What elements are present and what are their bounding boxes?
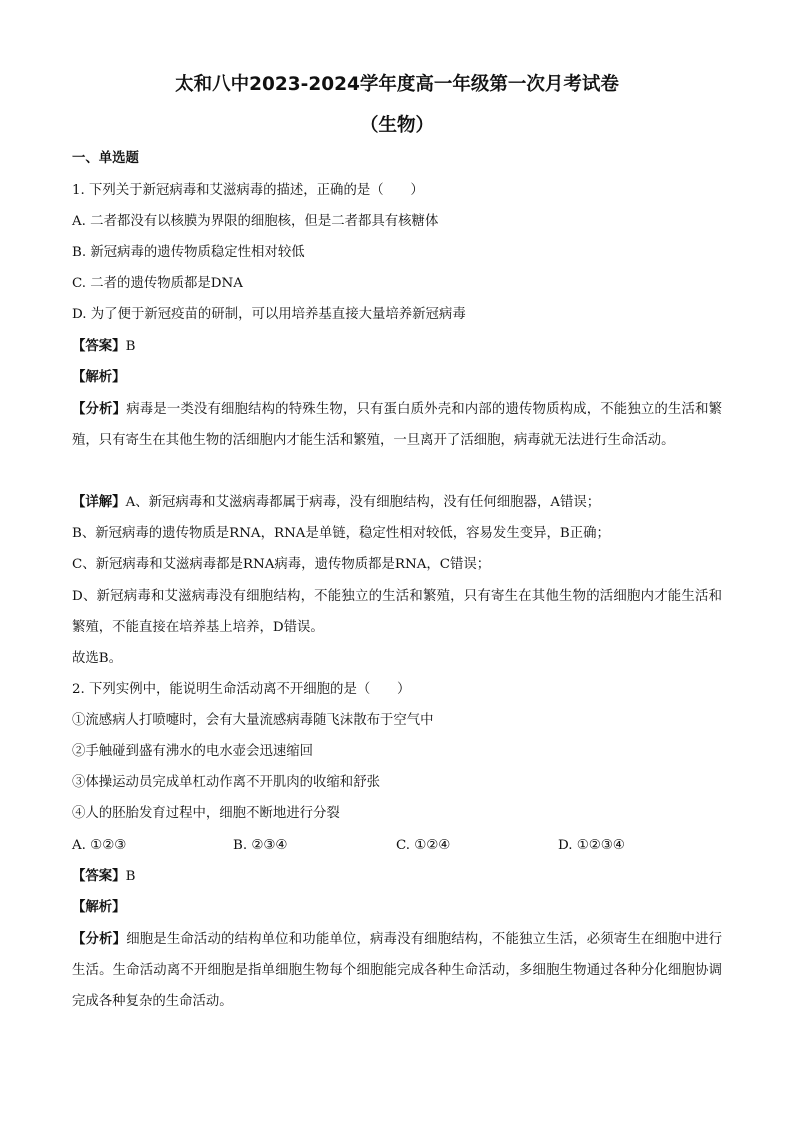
q2-item-2: ②手触碰到盛有沸水的电水壶会迅速缩回 — [72, 744, 314, 759]
q2-item-3: ③体操运动员完成单杠动作离不开肌肉的收缩和舒张 — [72, 775, 380, 790]
q2-fenxi — [72, 924, 722, 1017]
q1-option-d: D. 为了便于新冠疫苗的研制，可以用培养基直接大量培养新冠病毒 — [72, 307, 466, 322]
q1-answer — [72, 337, 732, 357]
q2-stem: 2. 下列实例中，能说明生命活动离不开细胞的是（ ） — [72, 682, 411, 697]
q1-stem: 1. 下列关于新冠病毒和艾滋病毒的描述，正确的是（ ） — [72, 183, 424, 198]
q1-analysis-tag: 【解析】 — [72, 370, 126, 385]
q2-item-4: ④人的胚胎发育过程中，细胞不断地进行分裂 — [72, 806, 340, 821]
q2-option-c: C. ①②④ — [396, 838, 451, 853]
fenxi-tag: 【分析】 — [72, 402, 127, 417]
q1-detail-c: C、新冠病毒和艾滋病毒都是RNA病毒，遗传物质都是RNA，C错误； — [72, 557, 491, 572]
q1-conclusion: 故选B。 — [72, 651, 123, 666]
page-subtitle: （生物） — [359, 115, 434, 136]
q2-option-a: A. ①②③ — [72, 838, 127, 853]
fenxi-text: 病毒是一类没有细胞结构的特殊生物，只有蛋白质外壳和内部的遗传物质构成，不能独立的生活和繁殖，只有寄生在其他生物的活细胞内才能生活和繁殖，一旦离开了活细胞，病毒就无法进行生命活动。 — [72, 402, 723, 448]
q1-fenxi — [72, 394, 722, 456]
fenxi-tag: 【分析】 — [72, 932, 127, 947]
q2-answer — [72, 867, 732, 887]
q2-option-b: B. ②③④ — [233, 838, 288, 853]
q2-analysis-tag: 【解析】 — [72, 900, 126, 915]
answer-value: B — [125, 339, 136, 354]
xiangjie-tag: 【详解】 — [72, 495, 126, 510]
fenxi-text: 细胞是生命活动的结构单位和功能单位，病毒没有细胞结构，不能独立生活，必须寄生在细胞中进行生活。生命活动离不开细胞是指单细胞生物每个细胞能完成各种生命活动，多细胞生物通过各种分化细胞协调完成各种复杂的生命活动。 — [72, 932, 723, 1009]
q1-detail-b: B、新冠病毒的遗传物质是RNA，RNA是单链，稳定性相对较低，容易发生变异，B正确； — [72, 526, 610, 541]
answer-tag: 【答案】 — [72, 339, 126, 354]
q1-option-c: C. 二者的遗传物质都是DNA — [72, 276, 243, 291]
page-title: 太和八中2023-2024学年度高一年级第一次月考试卷 — [175, 74, 619, 95]
q1-detail-d: D、新冠病毒和艾滋病毒没有细胞结构，不能独立的生活和繁殖，只有寄生在其他生物的活细胞内才能生活和繁殖，不能直接在培养基上培养，D错误。 — [72, 589, 722, 635]
section-heading: 一、单选题 — [72, 151, 139, 166]
q1-option-a: A. 二者都没有以核膜为界限的细胞核，但是二者都具有核糖体 — [72, 214, 439, 229]
q1-detail-a: 【详解】A、新冠病毒和艾滋病毒都属于病毒，没有细胞结构，没有任何细胞器，A错误； — [72, 495, 601, 510]
answer-value: B — [125, 869, 136, 884]
q2-item-1: ①流感病人打喷嚏时，会有大量流感病毒随飞沫散布于空气中 — [72, 713, 434, 728]
q2-option-d: D. ①②③④ — [558, 838, 625, 853]
q1-option-b: B. 新冠病毒的遗传物质稳定性相对较低 — [72, 245, 305, 260]
answer-tag: 【答案】 — [72, 869, 126, 884]
